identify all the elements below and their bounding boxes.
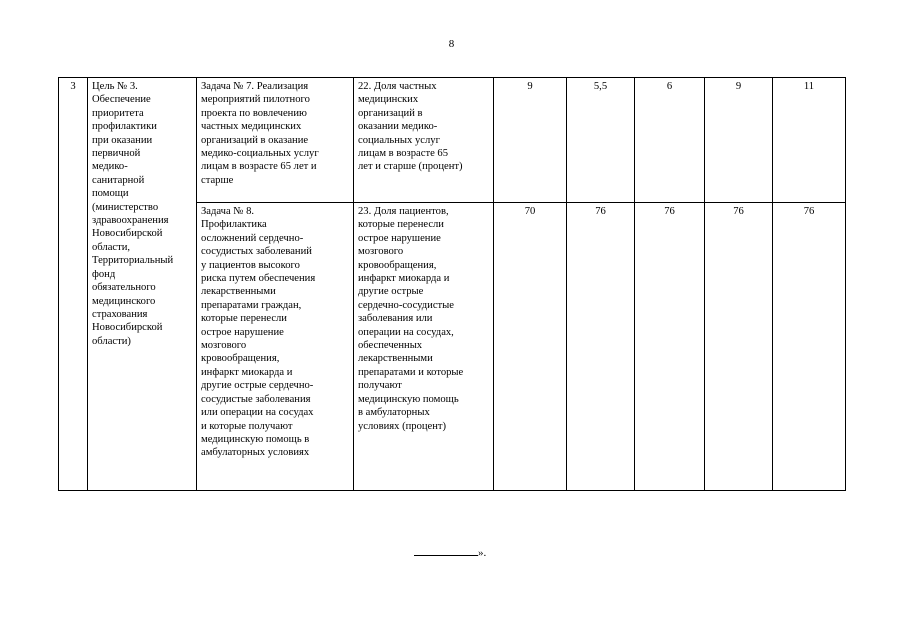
indicator-cell bbox=[354, 78, 494, 203]
cell-line: операции на сосудах, bbox=[358, 326, 454, 338]
cell-line: сосудистых заболеваний bbox=[201, 246, 312, 258]
cell-line: 22. Доля частных bbox=[358, 81, 437, 92]
cell-line: сосудистые заболевания bbox=[201, 393, 311, 405]
cell-line: инфаркт миокарда и bbox=[358, 273, 450, 285]
cell-line: профилактики bbox=[92, 121, 157, 133]
cell-line: условиях (процент) bbox=[358, 420, 447, 432]
cell-line: осложнений сердечно- bbox=[201, 232, 304, 244]
cell-line: кровообращения, bbox=[358, 259, 437, 271]
cell-line: инфаркт миокарда и bbox=[201, 366, 293, 378]
row-number-cell: 3 bbox=[59, 78, 88, 491]
cell-line: Задача № 7. Реализация bbox=[201, 81, 309, 92]
cell-line: организаций в оказание bbox=[201, 134, 309, 146]
cell-line: фонд bbox=[92, 268, 116, 280]
value-cell: 76 bbox=[705, 203, 773, 491]
cell-line: обязательного bbox=[92, 282, 156, 294]
cell-line: области) bbox=[92, 335, 131, 347]
cell-line: получают bbox=[358, 380, 402, 392]
closing-quote: ». bbox=[478, 547, 487, 559]
value-cell: 76 bbox=[635, 203, 705, 491]
cell-line: или операции на сосудах bbox=[201, 407, 314, 419]
task-cell bbox=[197, 78, 354, 203]
cell-line: организаций в bbox=[358, 107, 423, 119]
cell-line: которые перенесли bbox=[358, 219, 444, 231]
cell-line: препаратами граждан, bbox=[201, 299, 302, 311]
cell-line: Новосибирской bbox=[92, 228, 163, 240]
cell-line: помощи bbox=[92, 188, 129, 200]
value-cell: 11 bbox=[773, 78, 846, 203]
cell-line: медицинских bbox=[358, 94, 419, 106]
cell-line: мозгового bbox=[358, 246, 404, 258]
cell-line: лицам в возрасте 65 лет и bbox=[201, 161, 317, 173]
closing-mark bbox=[414, 546, 486, 559]
cell-line: обеспеченных bbox=[358, 340, 423, 352]
cell-line: 23. Доля пациентов, bbox=[358, 206, 449, 217]
value-cell: 6 bbox=[635, 78, 705, 203]
cell-line: проекта по вовлечению bbox=[201, 107, 307, 119]
cell-line: и которые получают bbox=[201, 420, 293, 432]
cell-line: социальных услуг bbox=[358, 134, 440, 146]
cell-line: лекарственными bbox=[201, 286, 276, 298]
cell-line: области, bbox=[92, 241, 131, 253]
indicator-cell bbox=[354, 203, 494, 491]
cell-line: при оказании bbox=[92, 134, 153, 146]
cell-line: медико- bbox=[92, 161, 128, 173]
page-number: 8 bbox=[448, 38, 455, 50]
cell-line: амбулаторных условиях bbox=[201, 447, 310, 459]
value-cell: 9 bbox=[705, 78, 773, 203]
task-cell bbox=[197, 203, 354, 491]
cell-line: лицам в возрасте 65 bbox=[358, 148, 449, 160]
cell-line: медицинского bbox=[92, 295, 156, 307]
cell-line: кровообращения, bbox=[201, 353, 280, 365]
cell-line: заболевания или bbox=[358, 313, 433, 325]
value-cell: 5,5 bbox=[567, 78, 635, 203]
cell-line: у пациентов высокого bbox=[201, 259, 300, 271]
cell-line: лет и старше (процент) bbox=[358, 161, 463, 173]
value-cell: 76 bbox=[773, 203, 846, 491]
blank-line bbox=[414, 546, 478, 556]
cell-line: в амбулаторных bbox=[358, 407, 430, 419]
cell-line: Задача № 8. bbox=[201, 206, 255, 217]
cell-line: медицинскую помощь в bbox=[201, 433, 310, 445]
cell-line: Новосибирской bbox=[92, 322, 163, 334]
cell-line: мероприятий пилотного bbox=[201, 94, 310, 106]
cell-line: риска путем обеспечения bbox=[201, 273, 316, 285]
cell-line: сердечно-сосудистые bbox=[358, 299, 455, 311]
cell-line: оказании медико- bbox=[358, 121, 438, 133]
cell-line: старше bbox=[201, 174, 234, 186]
cell-line: другие острые bbox=[358, 286, 424, 298]
cell-line: препаратами и которые bbox=[358, 366, 464, 378]
cell-line: (министерство bbox=[92, 201, 159, 213]
goal-cell bbox=[88, 78, 197, 491]
cell-line: Профилактика bbox=[201, 219, 267, 231]
cell-line: лекарственными bbox=[358, 353, 433, 365]
cell-line: Обеспечение bbox=[92, 94, 151, 106]
value-cell: 70 bbox=[494, 203, 567, 491]
cell-line: острое нарушение bbox=[358, 232, 441, 244]
indicators-table bbox=[58, 77, 846, 491]
cell-line: Цель № 3. bbox=[92, 81, 138, 92]
cell-line: частных медицинских bbox=[201, 121, 302, 133]
cell-line: мозгового bbox=[201, 340, 247, 352]
value-cell: 9 bbox=[494, 78, 567, 203]
cell-line: здравоохранения bbox=[92, 215, 169, 227]
cell-line: острое нарушение bbox=[201, 326, 284, 338]
value-cell: 76 bbox=[567, 203, 635, 491]
cell-line: Территориальный bbox=[92, 255, 174, 267]
cell-line: приоритета bbox=[92, 107, 144, 119]
cell-line: страхования bbox=[92, 308, 148, 320]
cell-line: которые перенесли bbox=[201, 313, 287, 325]
cell-line: медицинскую помощь bbox=[358, 393, 459, 405]
cell-line: первичной bbox=[92, 148, 141, 160]
cell-line: санитарной bbox=[92, 174, 145, 186]
table-row bbox=[59, 78, 846, 203]
cell-line: медико-социальных услуг bbox=[201, 148, 319, 160]
cell-line: другие острые сердечно- bbox=[201, 380, 314, 392]
